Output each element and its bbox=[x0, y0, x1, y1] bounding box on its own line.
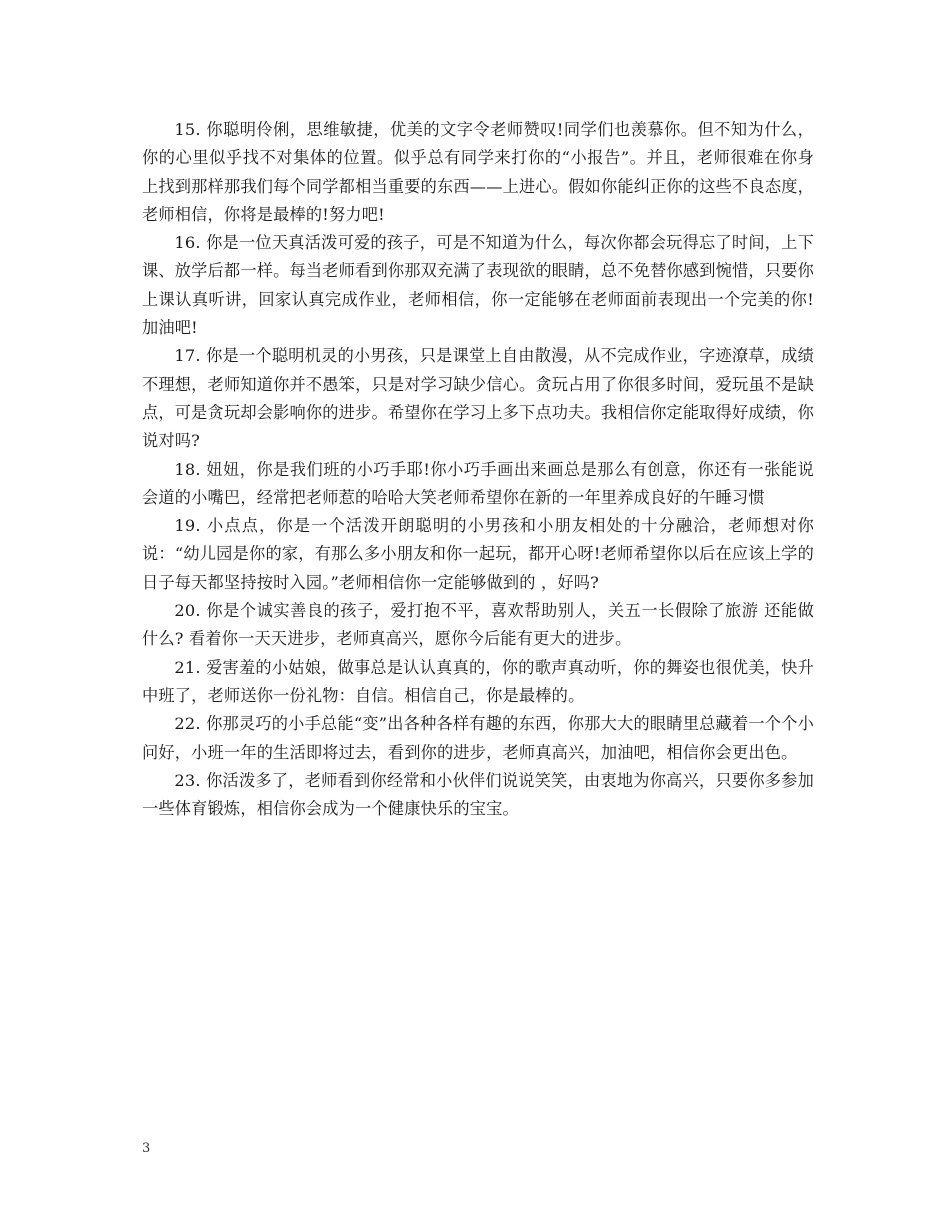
document-body bbox=[142, 116, 814, 823]
comment-paragraph-15: 15. 你聪明伶俐，思维敏捷，优美的文字令老师赞叹!同学们也羡慕你。但不知为什么，你的心里似乎找不对集体的位置。似乎总有同学来打你的“小报告”。并且，老师很难在你身上找到那样那我们每个同学都相当重要的东西——上进心。假如你能纠正你的这些不良态度，老师相信，你将是最棒的!努力吧! bbox=[142, 120, 814, 224]
page-number: 3 bbox=[142, 1141, 151, 1156]
comment-paragraph-17: 17. 你是一个聪明机灵的小男孩，只是课堂上自由散漫，从不完成作业，字迹潦草，成绩不理想，老师知道你并不愚笨，只是对学习缺少信心。贪玩占用了你很多时间，爱玩虽不是缺点，可是贪玩却会影响你的进步。希望你在学习上多下点功夫。我相信你定能取得好成绩，你说对吗? bbox=[142, 346, 814, 451]
comment-paragraph-22: 22. 你那灵巧的小手总能“变”出各种各样有趣的东西，你那大大的眼睛里总藏着一个个小问好，小班一年的生活即将过去，看到你的进步，老师真高兴，加油吧，相信你会更出色。 bbox=[142, 714, 814, 762]
comment-paragraph-23: 23. 你活泼多了，老师看到你经常和小伙伴们说说笑笑，由衷地为你高兴，只要你多参加一些体育锻炼，相信你会成为一个健康快乐的宝宝。 bbox=[142, 770, 814, 819]
comment-paragraph-20: 20. 你是个诚实善良的孩子，爱打抱不平，喜欢帮助别人，关五一长假除了旅游 还能做什么? 看着你一天天进步，老师真高兴，愿你今后能有更大的进步。 bbox=[142, 601, 814, 649]
comment-paragraph-21: 21. 爱害羞的小姑娘，做事总是认认真真的，你的歌声真动听，你的舞姿也很优美，快升中班了，老师送你一份礼物：自信。相信自己，你是最棒的。 bbox=[142, 657, 814, 705]
comment-paragraph-18: 18. 妞妞，你是我们班的小巧手耶!你小巧手画出来画总是那么有创意，你还有一张能说会道的小嘴巴，经常把老师惹的哈哈大笑老师希望你在新的一年里养成良好的午睡习惯 bbox=[142, 459, 814, 507]
comment-paragraph-19: 19. 小点点，你是一个活泼开朗聪明的小男孩和小朋友相处的十分融洽，老师想对你说：“幼儿园是你的家，有那么多小朋友和你一起玩，都开心呀!老师希望你以后在应该上学的日子每天都坚持按时入园。”老师相信你一定能够做到的 ，好吗? bbox=[142, 516, 814, 592]
comment-paragraph-16: 16. 你是一位天真活泼可爱的孩子，可是不知道为什么，每次你都会玩得忘了时间，上下课、放学后都一样。每当老师看到你那双充满了表现欲的眼睛，总不免替你感到惋惜，只要你上课认真听讲，回家认真完成作业，老师相信，你一定能够在老师面前表现出一个完美的你!加油吧! bbox=[142, 233, 814, 338]
